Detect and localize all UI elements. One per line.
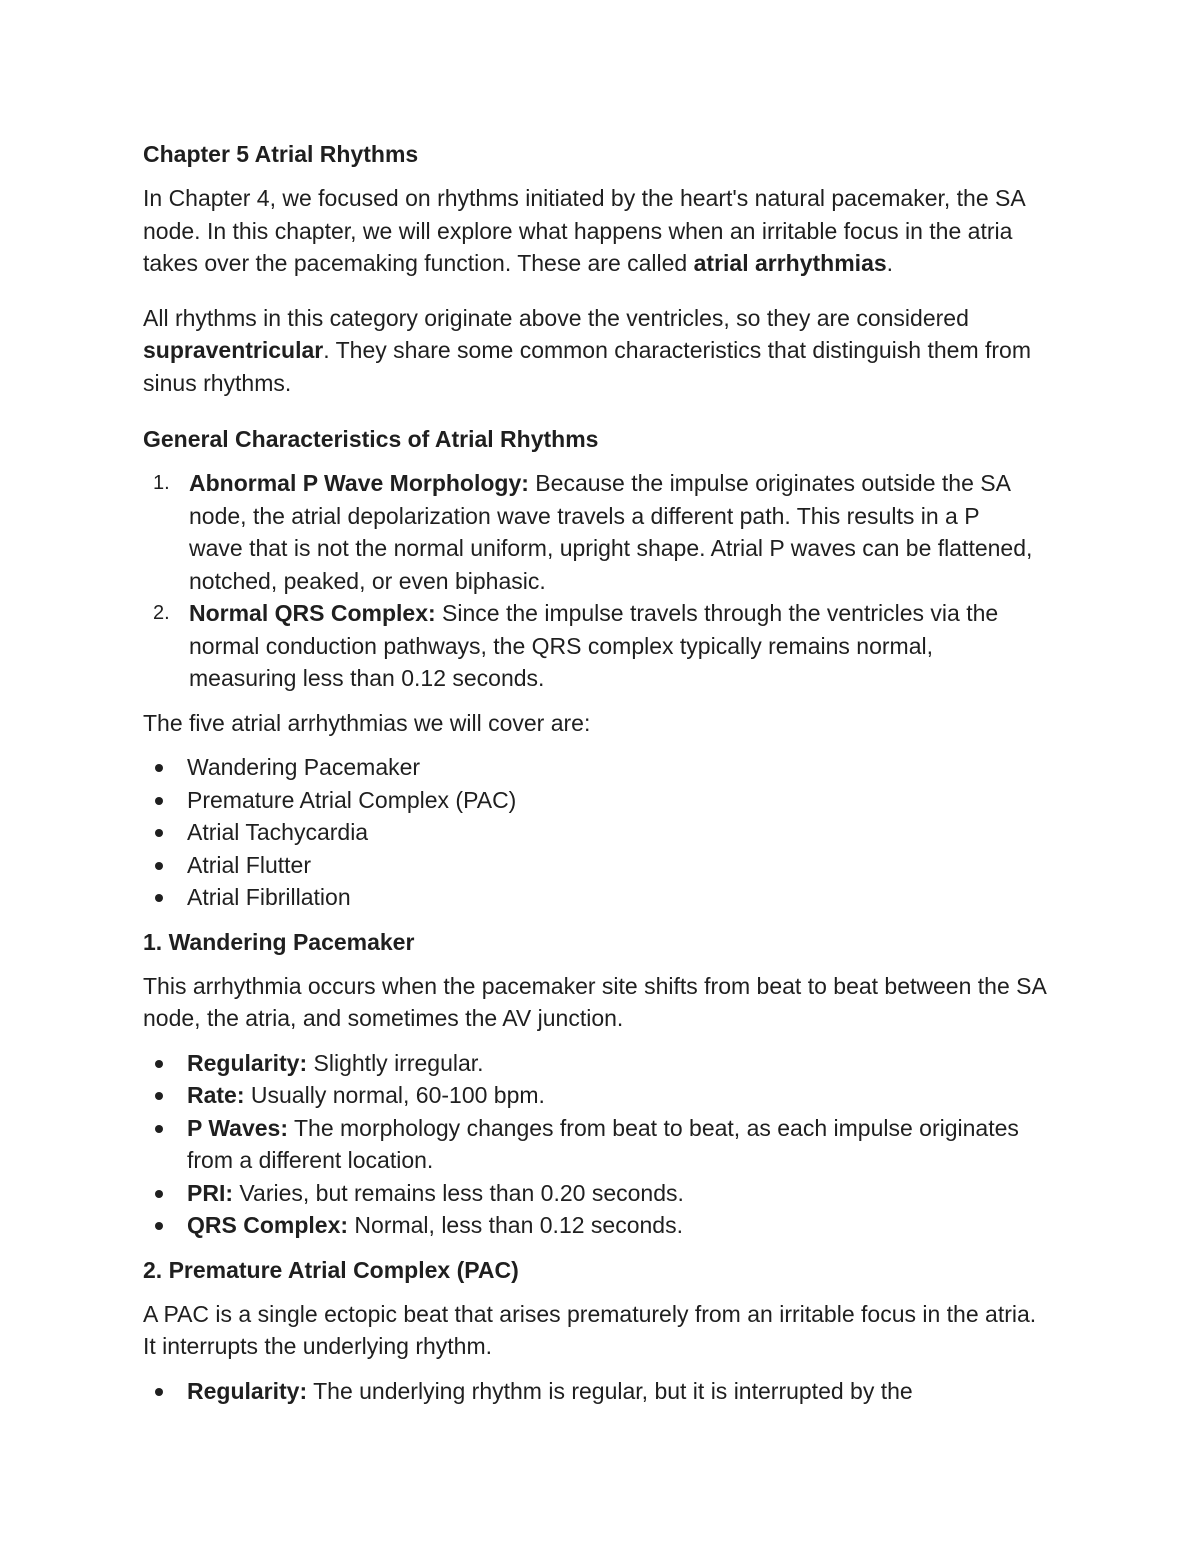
wandering-pacemaker-heading: 1. Wandering Pacemaker <box>143 928 415 955</box>
item-text: Atrial Flutter <box>187 851 311 878</box>
list-number: 1. <box>153 472 170 494</box>
intro-bold-term: atrial arrhythmias <box>693 250 887 276</box>
item-text: Slightly irregular. <box>307 1049 484 1076</box>
pac-heading: 2. Premature Atrial Complex (PAC) <box>143 1256 519 1283</box>
item-text: Wandering Pacemaker <box>187 754 421 780</box>
item-text: The underlying rhythm is regular, but it is interrupted by the <box>307 1377 913 1404</box>
item-label: Regularity: <box>187 1377 308 1404</box>
supra-text: All rhythms in this category originate above the ventricles, so they are considered <box>143 304 969 331</box>
item-text: Varies, but remains less than 0.20 seconds. <box>233 1179 684 1206</box>
item-label: P Waves: <box>187 1114 288 1141</box>
document-page <box>143 138 1068 1407</box>
bullet-icon <box>155 894 163 902</box>
item-label: Regularity: <box>187 1049 308 1076</box>
item-text: Atrial Tachycardia <box>187 819 369 845</box>
general-characteristics-heading: General Characteristics of Atrial Rhythms <box>143 426 599 452</box>
item-label: QRS Complex: <box>187 1212 349 1238</box>
item-label: Abnormal P Wave Morphology: <box>189 470 529 496</box>
list-item <box>143 881 1068 914</box>
pac-criteria <box>143 1375 1068 1408</box>
supraventricular-paragraph <box>143 302 1033 400</box>
bullet-icon <box>155 1222 163 1230</box>
chapter-title: Chapter 5 Atrial Rhythms <box>143 141 419 167</box>
bullet-icon <box>155 764 163 772</box>
intro-text: In Chapter 4, we focused on rhythms initiated by the heart's natural pacemaker, the SA node. In this chapter, we will explore what happens when an irritable focus in the atria takes over the pacemaking function. These are called <box>143 185 1025 276</box>
five-arrhythmias-intro: The five atrial arrhythmias we will cover are: <box>143 709 591 736</box>
wandering-pacemaker-description: This arrhythmia occurs when the pacemaker site shifts from beat to beat between the SA node, the atria, and sometimes the AV junction. <box>143 972 1046 1031</box>
item-text: Premature Atrial Complex (PAC) <box>187 786 517 813</box>
pac-description: A PAC is a single ectopic beat that arises prematurely from an irritable focus in the atria. It interrupts the underlying rhythm. <box>143 1300 1037 1359</box>
five-arrhythmias-list <box>143 751 1068 914</box>
list-item <box>143 1375 1068 1408</box>
item-text: Atrial Fibrillation <box>187 884 351 910</box>
item-text: Normal, less than 0.12 seconds. <box>348 1212 683 1238</box>
bullet-icon <box>155 1388 163 1396</box>
item-label: Rate: <box>187 1082 245 1108</box>
intro-end: . <box>886 250 894 276</box>
bullet-icon <box>155 1092 163 1100</box>
list-item <box>143 597 1038 695</box>
item-text: Because the impulse originates outside the SA node, the atrial depolarization wave travels a different path. This results in a P wave that is not the normal uniform, upright shape. Atrial P waves can be flattened, notched, peaked, or even biphasic. <box>189 470 1033 594</box>
list-item <box>143 1079 1068 1112</box>
list-number: 2. <box>153 602 170 624</box>
list-item <box>143 784 1068 817</box>
intro-paragraph <box>143 182 1043 280</box>
list-item <box>143 1112 1068 1177</box>
bullet-icon <box>155 1190 163 1198</box>
list-item <box>143 849 1068 882</box>
list-item <box>143 1209 1068 1242</box>
wandering-pacemaker-criteria <box>143 1047 1068 1242</box>
list-item <box>143 751 1068 784</box>
list-item <box>143 1047 1068 1080</box>
item-text: The morphology changes from beat to beat, as each impulse originates from a different location. <box>187 1114 1019 1173</box>
bullet-icon <box>155 829 163 837</box>
bullet-icon <box>155 862 163 870</box>
supra-end: . They share some common characteristics that distinguish them from sinus rhythms. <box>143 337 1031 396</box>
bullet-icon <box>155 1060 163 1068</box>
item-text: Since the impulse travels through the ventricles via the normal conduction pathways, the QRS complex typically remains normal, measuring less than 0.12 seconds. <box>189 600 999 691</box>
item-label: Normal QRS Complex: <box>189 600 436 626</box>
item-label: PRI: <box>187 1179 233 1206</box>
list-item <box>143 1177 1068 1210</box>
bullet-icon <box>155 797 163 805</box>
item-text: Usually normal, 60-100 bpm. <box>244 1082 545 1108</box>
list-item <box>143 467 1038 597</box>
general-characteristics-list <box>143 467 1038 695</box>
bullet-icon <box>155 1125 163 1133</box>
list-item <box>143 816 1068 849</box>
supra-bold-term: supraventricular <box>143 337 324 363</box>
